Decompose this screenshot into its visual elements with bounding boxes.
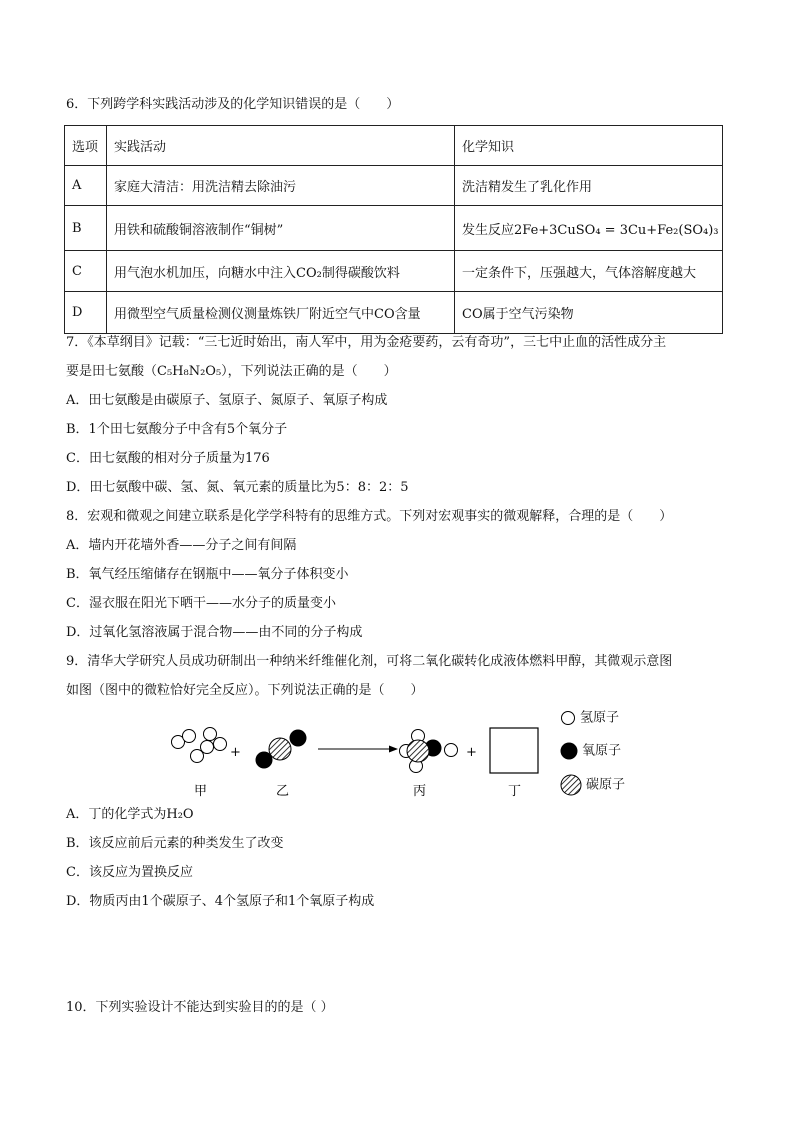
hydrogen-atom-icon [560, 710, 576, 726]
question-9-stem-line2: 如图（图中的微粒恰好完全反应）。下列说法正确的是（ ） [66, 683, 424, 698]
cell-knowledge: 洗洁精发生了乳化作用 [455, 166, 723, 206]
question-9-option-d: D．物质丙由1个碳原子、4个氢原子和1个氧原子构成 [66, 894, 375, 909]
question-8-option-b: B．氧气经压缩储存在钢瓶中——氧分子体积变小 [66, 567, 349, 582]
question-8-option-a: A．墙内开花墙外香——分子之间有间隔 [66, 538, 297, 553]
cell-activity: 用微型空气质量检测仪测量炼铁厂附近空气中CO含量 [107, 292, 455, 334]
cell-option: B [65, 206, 107, 251]
question-9-stem-line1: 9．清华大学研究人员成功研制出一种纳米纤维催化剂，可将二氧化碳转化成液体燃料甲醇，其微观示意图 [66, 654, 673, 669]
legend-hydrogen [560, 710, 619, 727]
question-8-option-d: D．过氧化氢溶液属于混合物——由不同的分子构成 [66, 625, 363, 640]
question-6-stem: 6．下列跨学科实践活动涉及的化学知识错误的是（ ） [66, 97, 400, 112]
question-7-option-b: B．1个田七氨酸分子中含有5个氧分子 [66, 422, 288, 437]
cell-knowledge: 发生反应2Fe+3CuSO₄ = 3Cu+Fe₂(SO₄)₃ [455, 206, 723, 251]
plus-sign-1: + [230, 745, 241, 760]
table-header-row [65, 126, 723, 166]
table-row [65, 292, 723, 334]
question-10-stem: 10．下列实验设计不能达到实验目的的是（ ） [66, 1000, 334, 1015]
label-bing: 丙 [413, 784, 427, 799]
label-ding: 丁 [508, 784, 522, 799]
molecule-yi [256, 730, 307, 769]
cell-knowledge: CO属于空气污染物 [455, 292, 723, 334]
legend-oxygen-label: 氧原子 [582, 743, 622, 759]
label-jia: 甲 [194, 784, 208, 799]
table-row [65, 251, 723, 292]
cell-option: A [65, 166, 107, 206]
cell-activity: 家庭大清洁：用洗洁精去除油污 [107, 166, 455, 206]
molecule-ding-box [490, 728, 538, 773]
plus-sign-2: + [466, 745, 477, 760]
header-option: 选项 [65, 126, 107, 166]
question-9-option-c: C．该反应为置换反应 [66, 865, 193, 880]
question-9-option-a: A．丁的化学式为H₂O [66, 807, 194, 822]
question-7-option-d: D．田七氨酸中碳、氢、氮、氧元素的质量比为5：8：2：5 [66, 480, 409, 495]
label-yi: 乙 [276, 784, 290, 799]
legend-carbon [560, 774, 625, 796]
cell-knowledge: 一定条件下，压强越大，气体溶解度越大 [455, 251, 723, 292]
question-7-stem-line2: 要是田七氨酸（C₅H₈N₂O₅），下列说法正确的是（ ） [66, 364, 397, 379]
legend-oxygen [560, 742, 621, 760]
question-8-stem: 8．宏观和微观之间建立联系是化学学科特有的思维方式。下列对宏观事实的微观解释，合理的是（ ） [66, 509, 673, 524]
question-8-option-c: C．湿衣服在阳光下晒干——水分子的质量变小 [66, 596, 336, 611]
oxygen-atom-icon [560, 742, 578, 760]
cell-option: D [65, 292, 107, 334]
header-knowledge: 化学知识 [455, 126, 723, 166]
legend-hydrogen-label: 氢原子 [580, 710, 620, 726]
legend-carbon-label: 碳原子 [586, 777, 626, 793]
question-7-option-a: A．田七氨酸是由碳原子、氢原子、氮原子、氧原子构成 [66, 393, 388, 408]
table-row [65, 166, 723, 206]
carbon-atom-icon [560, 774, 582, 796]
cell-option: C [65, 251, 107, 292]
cell-activity: 用气泡水机加压，向糖水中注入CO₂制得碳酸饮料 [107, 251, 455, 292]
question-7-option-c: C．田七氨酸的相对分子质量为176 [66, 451, 270, 466]
question-9-option-b: B．该反应前后元素的种类发生了改变 [66, 836, 284, 851]
question-7-stem-line1: 7．《本草纲目》记载：“三七近时始出，南人军中，用为金疮要药，云有奇功”，三七中止血的活性成分主 [66, 335, 667, 350]
header-activity: 实践活动 [107, 126, 455, 166]
molecule-bing [400, 730, 458, 773]
question-6-table [64, 125, 723, 334]
cell-activity: 用铁和硫酸铜溶液制作“铜树” [107, 206, 455, 251]
molecule-jia [172, 728, 227, 763]
reaction-arrow [318, 746, 398, 753]
table-row [65, 206, 723, 251]
